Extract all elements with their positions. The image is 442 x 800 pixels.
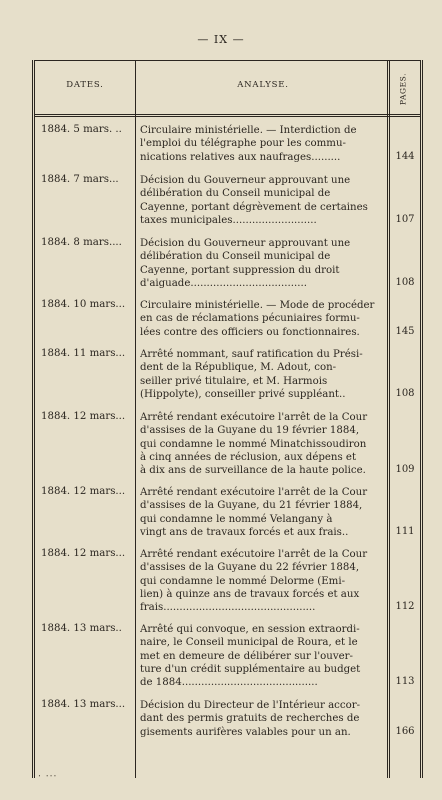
entry-page: 166: [395, 726, 415, 737]
entry-line: qui condamne le nommé Minatchissoudiron: [140, 438, 367, 450]
entry-line: Circulaire ministérielle. — Mode de procéder: [140, 300, 375, 311]
table-top-rule: [35, 60, 420, 61]
entry-date: 1884. 12 mars...: [41, 411, 126, 422]
entry-line: qui condamne le nommé Delorme (Emi-: [140, 575, 346, 587]
entry-line: vingt ans de travaux forcés et aux frais..: [140, 526, 349, 538]
entry-line: gisements aurifères valables pour un an.: [140, 726, 351, 738]
entry-line: ture d'un crédit supplémentaire au budget: [140, 663, 361, 675]
entry-page: 144: [395, 151, 415, 162]
entry-date: 1884. 11 mars...: [41, 348, 126, 359]
entry-line: Arrêté rendant exécutoire l'arrêt de la Cour: [140, 412, 368, 423]
entry-line: à dix ans de surveillance de la haute police.: [140, 465, 366, 477]
entry-line: délibération du Conseil municipal de: [140, 251, 331, 263]
entry-line: lées contre des officiers ou fonctionnaires.: [140, 326, 360, 338]
entry-analysis: [140, 699, 385, 739]
entry-date: 1884. 12 mars...: [41, 486, 126, 497]
entry-page: 108: [395, 277, 415, 288]
entry-line: d'assises de la Guyane, du 21 février 1884,: [140, 500, 363, 512]
entry-page: 107: [395, 214, 415, 225]
entry-date: 1884. 13 mars...: [41, 699, 126, 710]
entry-line: dent de la République, M. Adout, con-: [140, 362, 337, 374]
entry-date: 1884. 7 mars...: [41, 174, 119, 185]
entry-analysis: [140, 124, 385, 164]
header-rule: [35, 114, 420, 117]
entry-date: 1884. 12 mars...: [41, 548, 126, 559]
entry-analysis: [140, 299, 385, 339]
entry-date: 1884. 5 mars. ..: [41, 124, 122, 135]
header-analyse: ANALYSE.: [237, 80, 289, 90]
entry-analysis: [140, 548, 385, 614]
entry-line: Arrêté rendant exécutoire l'arrêt de la Cour: [140, 487, 368, 498]
index-table: [32, 60, 423, 778]
header-pages: PAGES.: [398, 72, 408, 106]
entry-page: 111: [395, 526, 415, 537]
entry-analysis: [140, 237, 385, 290]
entry-line: d'assises de la Guyane du 22 février 1884,: [140, 562, 360, 574]
header-dates: DATES.: [66, 80, 104, 90]
entry-line: (Hippolyte), conseiller privé suppléant..: [140, 388, 346, 400]
entry-line: Cayenne, portant dégrèvement de certaines: [140, 201, 368, 213]
entry-line: Circulaire ministérielle. — Interdiction de: [140, 125, 357, 136]
entry-line: d'aiguade....................................: [140, 277, 307, 289]
entry-line: nications relatives aux naufrages.........: [140, 151, 341, 163]
entry-line: Décision du Gouverneur approuvant une: [140, 175, 351, 186]
pages-column-separator: [387, 60, 390, 778]
entry-line: qui condamne le nommé Velangany à: [140, 513, 333, 525]
entry-line: naire, le Conseil municipal de Roura, et le: [140, 637, 358, 649]
entry-analysis: [140, 486, 385, 539]
entry-line: en cas de réclamations pécuniaires formu-: [140, 313, 360, 325]
entry-page: 113: [395, 676, 415, 687]
entry-analysis: [140, 411, 385, 477]
entry-line: met en demeure de délibérer sur l'ouver-: [140, 650, 353, 662]
entry-line: Arrêté qui convoque, en session extraordi-: [140, 624, 360, 635]
entry-page: 109: [395, 464, 415, 475]
entry-line: délibération du Conseil municipal de: [140, 188, 331, 200]
entry-line: Arrêté rendant exécutoire l'arrêt de la Cour: [140, 549, 368, 560]
entry-analysis: [140, 348, 385, 401]
entry-date: 1884. 13 mars..: [41, 623, 122, 634]
ink-smudge: ‧ ‧‧‧: [38, 772, 58, 782]
entry-line: Arrêté nommant, sauf ratification du Prési-: [140, 349, 363, 360]
entry-page: 108: [395, 388, 415, 399]
entry-line: seiller privé titulaire, et M. Harmois: [140, 375, 328, 387]
entry-page: 112: [395, 601, 415, 612]
entry-line: d'assises de la Guyane du 19 février 1884,: [140, 425, 360, 437]
entry-line: lien) à quinze ans de travaux forcés et aux: [140, 588, 360, 600]
entry-line: taxes municipales..........................: [140, 214, 317, 226]
entry-line: Décision du Gouverneur approuvant une: [140, 238, 351, 249]
entry-analysis: [140, 623, 385, 689]
entry-date: 1884. 8 mars....: [41, 237, 122, 248]
entry-page: 145: [395, 326, 415, 337]
entry-line: Décision du Directeur de l'Intérieur accor-: [140, 700, 361, 711]
entry-line: dant des permis gratuits de recherches de: [140, 713, 360, 725]
entry-line: de 1884..........................................: [140, 677, 318, 689]
page-number: — IX —: [197, 33, 245, 46]
entry-line: frais...............................................: [140, 602, 316, 614]
entry-analysis: [140, 174, 385, 227]
dates-column-separator: [135, 60, 136, 778]
entry-date: 1884. 10 mars...: [41, 299, 126, 310]
entry-line: Cayenne, portant suppression du droit: [140, 264, 340, 276]
entry-line: l'emploi du télégraphe pour les commu-: [140, 138, 346, 150]
entry-line: à cinq années de réclusion, aux dépens et: [140, 451, 357, 463]
